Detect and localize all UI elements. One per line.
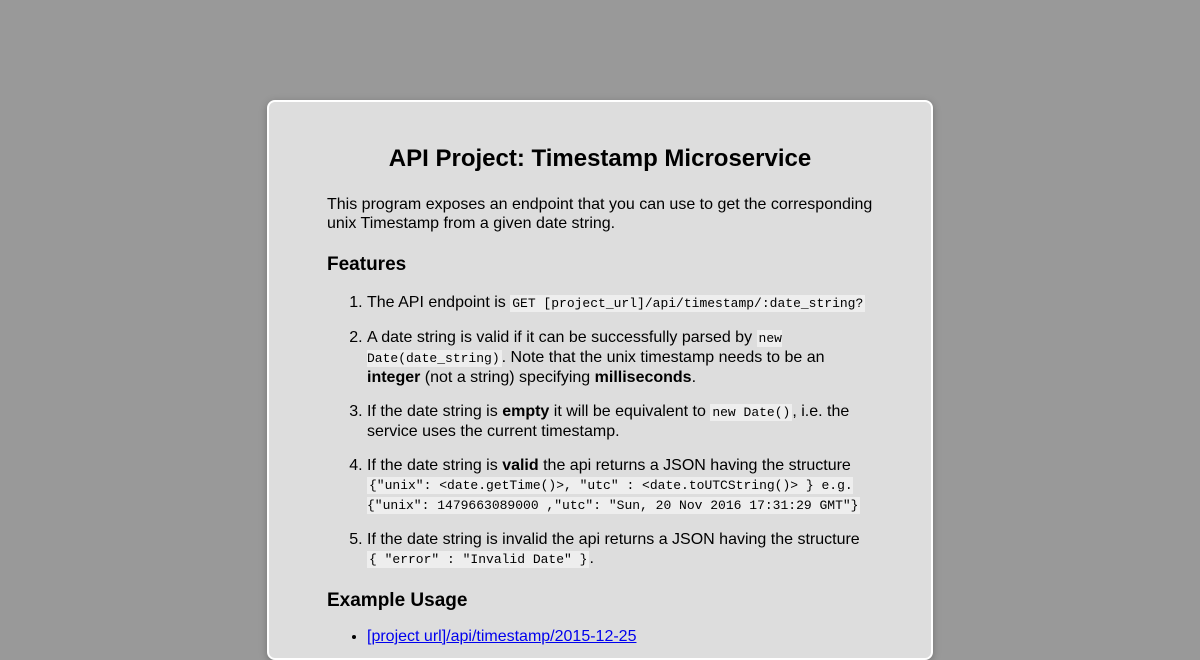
feature-item-4 [367, 456, 873, 515]
integer-bold: integer [367, 369, 421, 386]
feature-item-1 [367, 293, 873, 313]
feature-2-text-c: (not a string) specifying [424, 369, 591, 386]
milliseconds-bold: milliseconds [594, 369, 692, 386]
valid-bold: valid [502, 457, 539, 474]
feature-5-text-b: . [589, 550, 594, 567]
valid-json-code: {"unix": <date.getTime()>, "utc" : <date.toUTCString()> } e.g. {"unix": 1479663089000 ,"utc": "Sun, 20 Nov 2016 17:31:29 GMT"} [367, 478, 859, 513]
features-heading: Features [327, 254, 407, 275]
feature-3-text-c: , i.e. the service uses the current timestamp. [367, 403, 850, 440]
date-parse-code: new Date(date_string) [367, 331, 782, 366]
feature-4-text-b: the api returns a JSON having the structure [543, 457, 851, 474]
feature-2-text-d: . [691, 369, 697, 386]
intro-paragraph: This program exposes an endpoint that you can use to get the corresponding unix Timestamp from a given date string. [327, 196, 873, 232]
feature-4-text-a: If the date string is [367, 457, 498, 474]
error-json-code: { "error" : "Invalid Date" } [369, 552, 588, 567]
feature-5-text: If the date string is invalid the api returns a JSON having the structure [367, 531, 860, 548]
page-title: API Project: Timestamp Microservice [388, 145, 812, 172]
empty-bold: empty [502, 403, 550, 420]
features-list [327, 293, 873, 569]
feature-2-text-a: A date string is valid if it can be successfully parsed by [367, 329, 753, 346]
feature-3-text-b: it will be equivalent to [553, 403, 706, 420]
feature-item-5 [367, 530, 873, 569]
example-link[interactable]: [project url]/api/timestamp/2015-12-25 [367, 628, 637, 645]
content-card [267, 100, 933, 660]
new-date-code: new Date() [712, 405, 791, 420]
feature-2-text-b: . Note that the unix timestamp needs to be an [501, 349, 825, 366]
feature-item-2 [367, 328, 873, 387]
feature-3-text-a: If the date string is [367, 403, 498, 420]
example-usage-heading: Example Usage [327, 590, 468, 611]
feature-item-3 [367, 402, 873, 441]
feature-1-text: The API endpoint is [367, 294, 506, 311]
endpoint-code: GET [project_url]/api/timestamp/:date_string? [512, 296, 864, 311]
